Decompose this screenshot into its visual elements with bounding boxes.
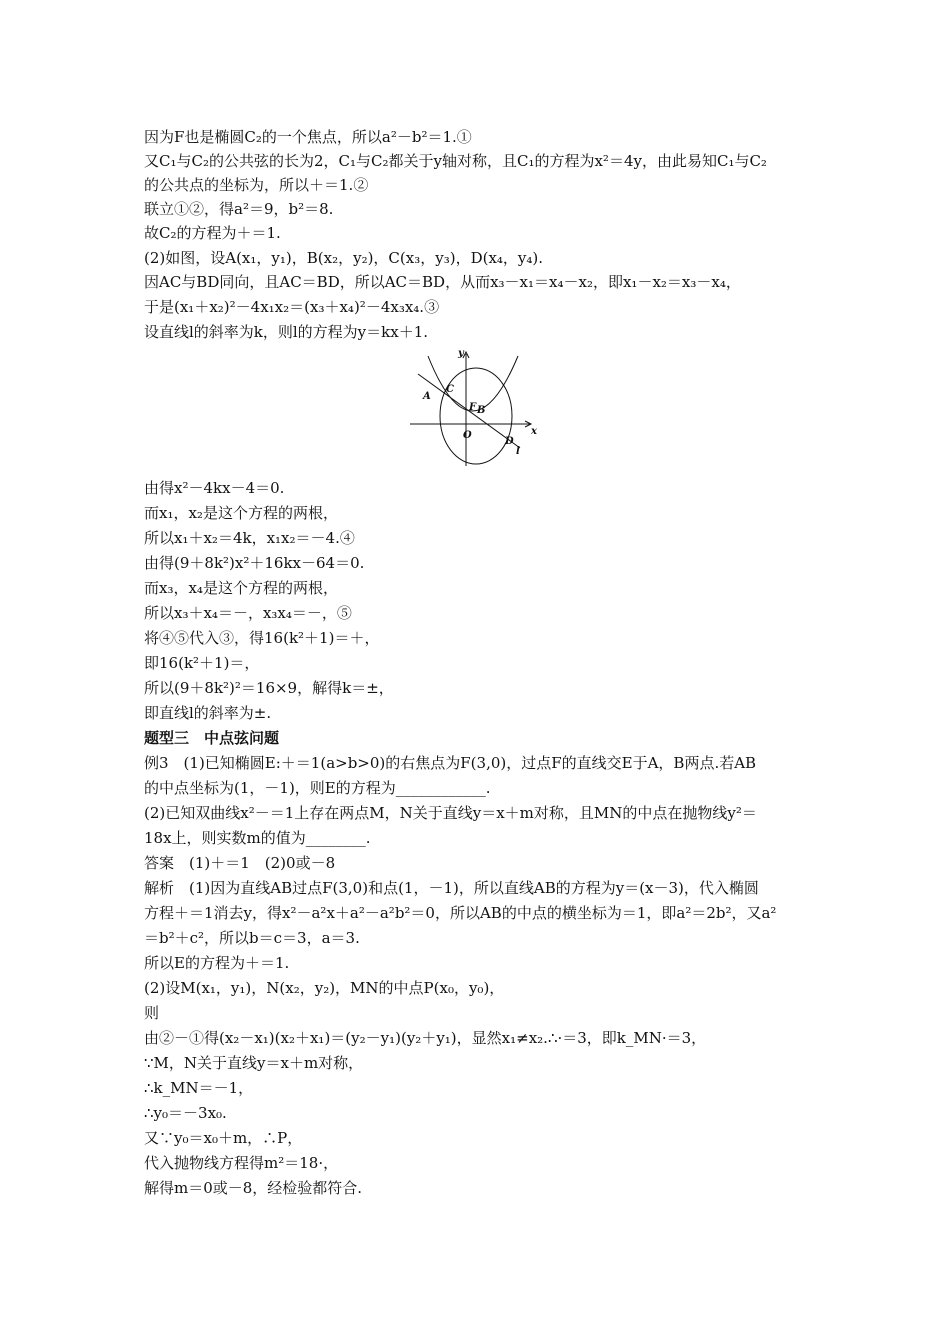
text-line: 所以x₁＋x₂＝4k，x₁x₂＝－4.④ [144, 529, 355, 547]
text-line: 由得x²－4kx－4＝0. [144, 479, 285, 497]
text-line: 即直线l的斜率为±. [144, 704, 272, 722]
label-O: O [463, 430, 472, 441]
label-x: x [531, 426, 537, 437]
label-C: C [446, 384, 454, 395]
text-line: 所以x₃＋x₄＝－，x₃x₄＝－，⑤ [144, 604, 352, 622]
text-line: 故C₂的方程为＋＝1. [144, 224, 281, 242]
text-line: 因为F也是椭圆C₂的一个焦点，所以a²－b²＝1.① [144, 128, 472, 146]
label-F: F [469, 402, 477, 413]
text-line: 所以E的方程为＋＝1. [144, 954, 290, 972]
text-line: (2)设M(x₁，y₁)，N(x₂，y₂)，MN的中点P(x₀，y₀)， [144, 979, 505, 997]
answer-line: 答案 (1)＋＝1 (2)0或－8 [144, 854, 336, 872]
text-line: 解析 (1)因为直线AB过点F(3,0)和点(1，－1)，所以直线AB的方程为y＝(x－3)，代入椭圆 [144, 879, 759, 897]
text-line: 的公共点的坐标为，所以＋＝1.② [144, 176, 369, 194]
text-line: 而x₃，x₄是这个方程的两根， [144, 579, 338, 597]
label-A: A [423, 391, 431, 402]
text-line: 由得(9＋8k²)x²＋16kx－64＝0. [144, 554, 365, 572]
text-line: 18x上，则实数m的值为________. [144, 829, 371, 847]
text-line: (2)已知双曲线x²－＝1上存在两点M，N关于直线y＝x＋m对称，且MN的中点在抛物线y²＝ [144, 804, 757, 822]
text-line: 由②－①得(x₂－x₁)(x₂＋x₁)＝(y₂－y₁)(y₂＋y₁)，显然x₁≠x₂.∴·＝3，即k_MN·＝3， [144, 1029, 707, 1047]
text-line: 则 [144, 1004, 160, 1022]
text-line: 例3 (1)已知椭圆E:＋＝1(a>b>0)的右焦点为F(3,0)，过点F的直线交E于A，B两点.若AB [144, 754, 757, 772]
section-heading: 题型三 中点弦问题 [144, 729, 280, 747]
label-y: y [458, 348, 464, 359]
label-D: D [505, 436, 514, 447]
text-line: ∴k_MN＝－1， [144, 1079, 254, 1097]
text-line: 因AC与BD同向，且AC＝BD，所以AC＝BD，从而x₃－x₁＝x₄－x₂，即x₁－x₂＝x₃－x₄， [144, 273, 741, 291]
text-line: 而x₁，x₂是这个方程的两根， [144, 504, 338, 522]
text-line: ∴y₀＝－3x₀. [144, 1104, 227, 1122]
text-line: 的中点坐标为(1，－1)，则E的方程为____________. [144, 779, 491, 797]
label-B: B [477, 405, 486, 416]
text-line: 代入抛物线方程得m²＝18·， [144, 1154, 339, 1172]
text-line: 解得m＝0或－8，经检验都符合. [144, 1179, 363, 1197]
text-line: (2)如图，设A(x₁，y₁)，B(x₂，y₂)，C(x₃，y₃)，D(x₄，y₄). [144, 249, 544, 267]
text-line: 又C₁与C₂的公共弦的长为2，C₁与C₂都关于y轴对称，且C₁的方程为x²＝4y，由此易知C₁与C₂ [144, 152, 767, 170]
text-line: 联立①②，得a²＝9，b²＝8. [144, 200, 334, 218]
text-line: ∵M，N关于直线y＝x＋m对称， [144, 1054, 364, 1072]
text-line: ＝b²＋c²，所以b＝c＝3，a＝3. [144, 929, 360, 947]
text-line: 方程＋＝1消去y，得x²－a²x＋a²－a²b²＝0，所以AB的中点的横坐标为＝1，即a²＝2b²，又a² [144, 904, 777, 922]
figure-svg [408, 346, 544, 470]
text-line: 又∵y₀＝x₀＋m，∴P， [144, 1129, 303, 1147]
text-line: 于是(x₁＋x₂)²－4x₁x₂＝(x₃＋x₄)²－4x₃x₄.③ [144, 298, 440, 316]
text-line: 设直线l的斜率为k，则l的方程为y＝kx＋1. [144, 323, 429, 341]
text-line: 所以(9＋8k²)²＝16×9，解得k＝±， [144, 679, 394, 697]
text-line: 将④⑤代入③，得16(k²＋1)＝＋， [144, 629, 380, 647]
geometry-figure [408, 346, 544, 470]
label-l: l [516, 446, 520, 457]
text-line: 即16(k²＋1)＝， [144, 654, 260, 672]
